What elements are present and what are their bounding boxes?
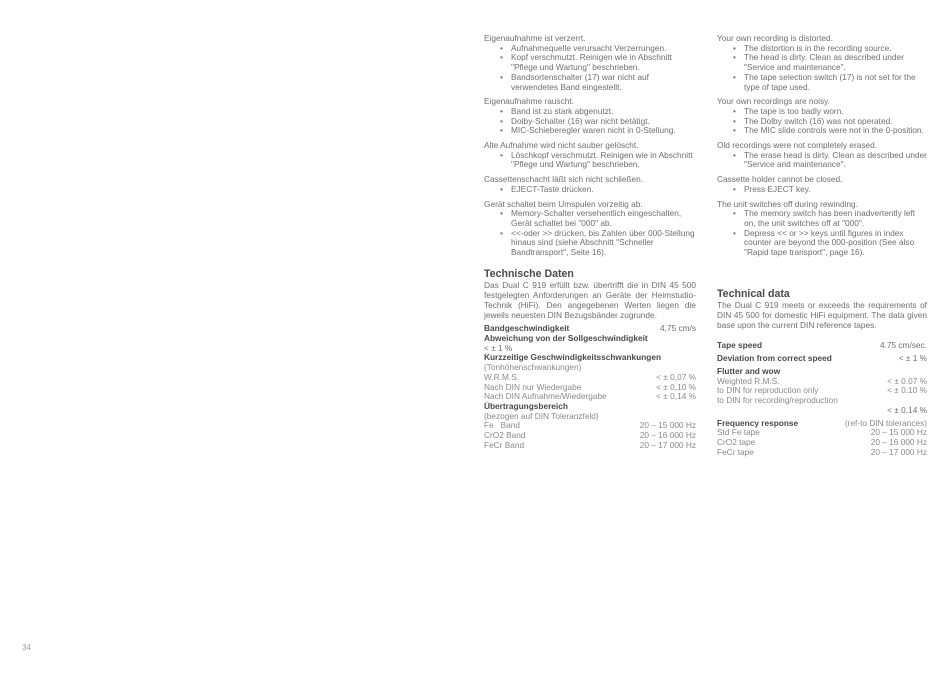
- cause-item: • Löschkopf verschmutzt. Reinigen wie in Abschnitt "Pflege und Wartung" beschrieben.: [500, 151, 696, 170]
- spec-label: Deviation from correct speed: [717, 353, 832, 364]
- spec-row-value: 20 – 17 000 Hz: [870, 446, 927, 457]
- problem-heading: Your own recordings are noisy.: [717, 96, 830, 107]
- cause-list: [500, 185, 696, 195]
- cause-item: • Band ist zu stark abgenutzt.: [500, 107, 696, 117]
- spec-flutter-note-de: (Tonhöhenschwankungen): [484, 362, 582, 373]
- problem-heading: Eigenaufnahme rauscht.: [484, 96, 574, 107]
- spec-flutter-label-en: Flutter and wow: [717, 365, 781, 376]
- problem-heading: Cassette holder cannot be closed.: [717, 174, 843, 185]
- cause-item: • The tape selection switch (17) is not set for the type of tape used.: [733, 73, 927, 92]
- tech-data-title-en: Technical data: [717, 287, 790, 300]
- spec-freq-rows-en: [717, 428, 927, 457]
- cause-item: • Depress << or >> keys until figures in index counter are beyond the 000-position (See also "Rapid tape transport", page 16).: [733, 229, 927, 258]
- spec-deviation-en: [717, 354, 927, 364]
- problem-heading: Old recordings were not completely erased.: [717, 140, 878, 151]
- spec-row-value: < ± 0,14 %: [656, 391, 696, 402]
- spec-speed-en: [717, 341, 927, 351]
- cause-list: [733, 209, 927, 258]
- german-column: [484, 34, 696, 450]
- spec-row-value: 20 – 15 000 Hz: [870, 427, 927, 438]
- cause-list: [733, 107, 927, 136]
- cause-item: • MIC-Schieberegler waren nicht in 0-Stellung.: [500, 126, 696, 136]
- spec-flutter-rows-de: [484, 373, 696, 402]
- spec-value: 4.75 cm/sec.: [879, 339, 927, 350]
- spec-row-label: Nach DIN Aufnahme/Wiedergabe: [484, 391, 607, 402]
- spec-row: [484, 441, 696, 451]
- spec-row-label: W.R.M.S.: [484, 371, 520, 382]
- spec-flutter-rows-en: [717, 377, 927, 396]
- cause-item: • Press EJECT key.: [733, 185, 927, 195]
- spec-row-label: FeCr tape: [717, 446, 754, 457]
- spec-value: < ± 1 %: [898, 353, 927, 364]
- problem-heading: Alte Aufnahme wird nicht sauber gelöscht.: [484, 140, 639, 151]
- cause-item: • The MIC slide controls were not in the 0-position.: [733, 126, 927, 136]
- tech-data-intro-en: The Dual C 919 meets or exceeds the requirements of DIN 45 500 for domestic HiFi equipment. The data given base upon the current DIN reference tapes.: [717, 300, 927, 330]
- spec-freq-rows-de: [484, 421, 696, 450]
- spec-label: Bandgeschwindigkeit: [484, 323, 570, 334]
- problem-heading: Eigenaufnahme ist verzerrt.: [484, 33, 586, 43]
- cause-item: • The Dolby switch (16) was not operated.: [733, 117, 927, 127]
- cause-item: • Bandsortenschalter (17) war nicht auf verwendetes Band eingestellt.: [500, 73, 696, 92]
- cause-item: • EJECT-Taste drücken.: [500, 185, 696, 195]
- cause-item: • <<-oder >> drücken, bis Zahlen über 000-Stellung hinaus sind (siehe Abschnitt "Schneller Bandtransport", Seite 16).: [500, 229, 696, 258]
- spec-row-value: < ± 0,07 %: [656, 371, 696, 382]
- spec-row: [717, 448, 927, 458]
- spec-deviation-value-de: < ± 1 %: [484, 342, 513, 353]
- tech-data-title-de: Technische Daten: [484, 267, 574, 280]
- tech-data-intro-de: Das Dual C 919 erfüllt bzw. übertrifft die in DIN 45 500 festgelegten Anforderungen an Geräte der Heimstudio-Technik (HiFi). Den angegebenen Werten liegen die jeweils neuesten DIN Bezugsbänder zugrunde.: [484, 280, 696, 320]
- spec-row-label: Std Fe tape: [717, 427, 760, 438]
- spec-row-label: Fe Band: [484, 420, 520, 431]
- spec-row-value: 20 – 16 000 Hz: [870, 436, 927, 447]
- cause-list: [733, 44, 927, 93]
- spec-row-label: FeCr Band: [484, 439, 525, 450]
- cause-list: [500, 107, 696, 136]
- spec-row-label: to DIN for reproduction only: [717, 385, 819, 396]
- problem-heading: Your own recording is distorted.: [717, 33, 833, 43]
- spec-row-label: CrO2 Band: [484, 430, 526, 441]
- cause-list: [500, 209, 696, 258]
- spec-row-value: < ± 0,10 %: [656, 381, 696, 392]
- spec-flutter-last-value-en: < ± 0.14 %: [887, 404, 927, 415]
- cause-item: • The erase head is dirty. Clean as described under "Service and maintenance".: [733, 151, 927, 170]
- cause-item: • The distortion is in the recording source.: [733, 44, 927, 54]
- spec-row-value: 20 – 15 000 Hz: [639, 420, 696, 431]
- spec-row-label: CrO2 tape: [717, 436, 756, 447]
- spec-row-label: Nach DIN nur Wiedergabe: [484, 381, 582, 392]
- troubleshooting-list-de: [484, 34, 696, 258]
- cause-item: • The memory switch has been inadvertently left on, the unit switches off at "000".: [733, 209, 927, 228]
- cause-list: [733, 185, 927, 195]
- problem-heading: Gerät schaltet beim Umspulen vorzeitig ab.: [484, 198, 643, 209]
- spec-label: Tape speed: [717, 339, 763, 350]
- page-number: 34: [22, 643, 31, 652]
- cause-item: • Kopf verschmutzt. Reinigen wie in Abschnitt "Pflege und Wartung" beschrieben.: [500, 53, 696, 72]
- cause-item: • The tape is too badly worn.: [733, 107, 927, 117]
- spec-freq-label-de: Übertragungsbereich: [484, 400, 568, 411]
- troubleshooting-list-en: [717, 34, 927, 258]
- cause-list: [733, 151, 927, 170]
- spec-row-label: Weighted R.M.S.: [717, 375, 780, 386]
- spec-label: Frequency response: [717, 417, 799, 428]
- cause-list: [500, 44, 696, 93]
- spec-row-value: < ± 0.07 %: [887, 375, 927, 386]
- spec-note: (ref-to DIN tolerances): [844, 417, 927, 428]
- cause-item: • The head is dirty. Clean as described under "Service and maintenance".: [733, 53, 927, 72]
- spec-row-value: 20 – 16 000 Hz: [639, 430, 696, 441]
- spec-flutter-last-label-en: to DIN for recording/reproduction: [717, 395, 838, 406]
- problem-heading: The unit switches off during rewinding.: [717, 198, 858, 209]
- cause-list: [500, 151, 696, 170]
- spec-freq-note-de: (bezogen auf DIN Toleranzfeld): [484, 410, 599, 421]
- spec-value: 4,75 cm/s: [660, 323, 696, 334]
- spec-row-value: 20 – 17 000 Hz: [639, 439, 696, 450]
- spec-flutter-label-de: Kurzzeitige Geschwindigkeitsschwankungen: [484, 352, 662, 363]
- spec-row-value: < ± 0.10 %: [887, 385, 927, 396]
- spec-deviation-label-de: Abweichung von der Sollgeschwindigkeit: [484, 332, 648, 343]
- problem-heading: Cassettenschacht läßt sich nicht schließen.: [484, 174, 644, 185]
- cause-item: • Memory-Schalter versehentlich eingeschalten, Gerät schaltet bei "000" ab.: [500, 209, 696, 228]
- cause-item: • Aufnahmequelle verursacht Verzerrungen.: [500, 44, 696, 54]
- english-column: [717, 34, 927, 457]
- cause-item: • Dolby-Schalter (16) war nicht betätigt.: [500, 117, 696, 127]
